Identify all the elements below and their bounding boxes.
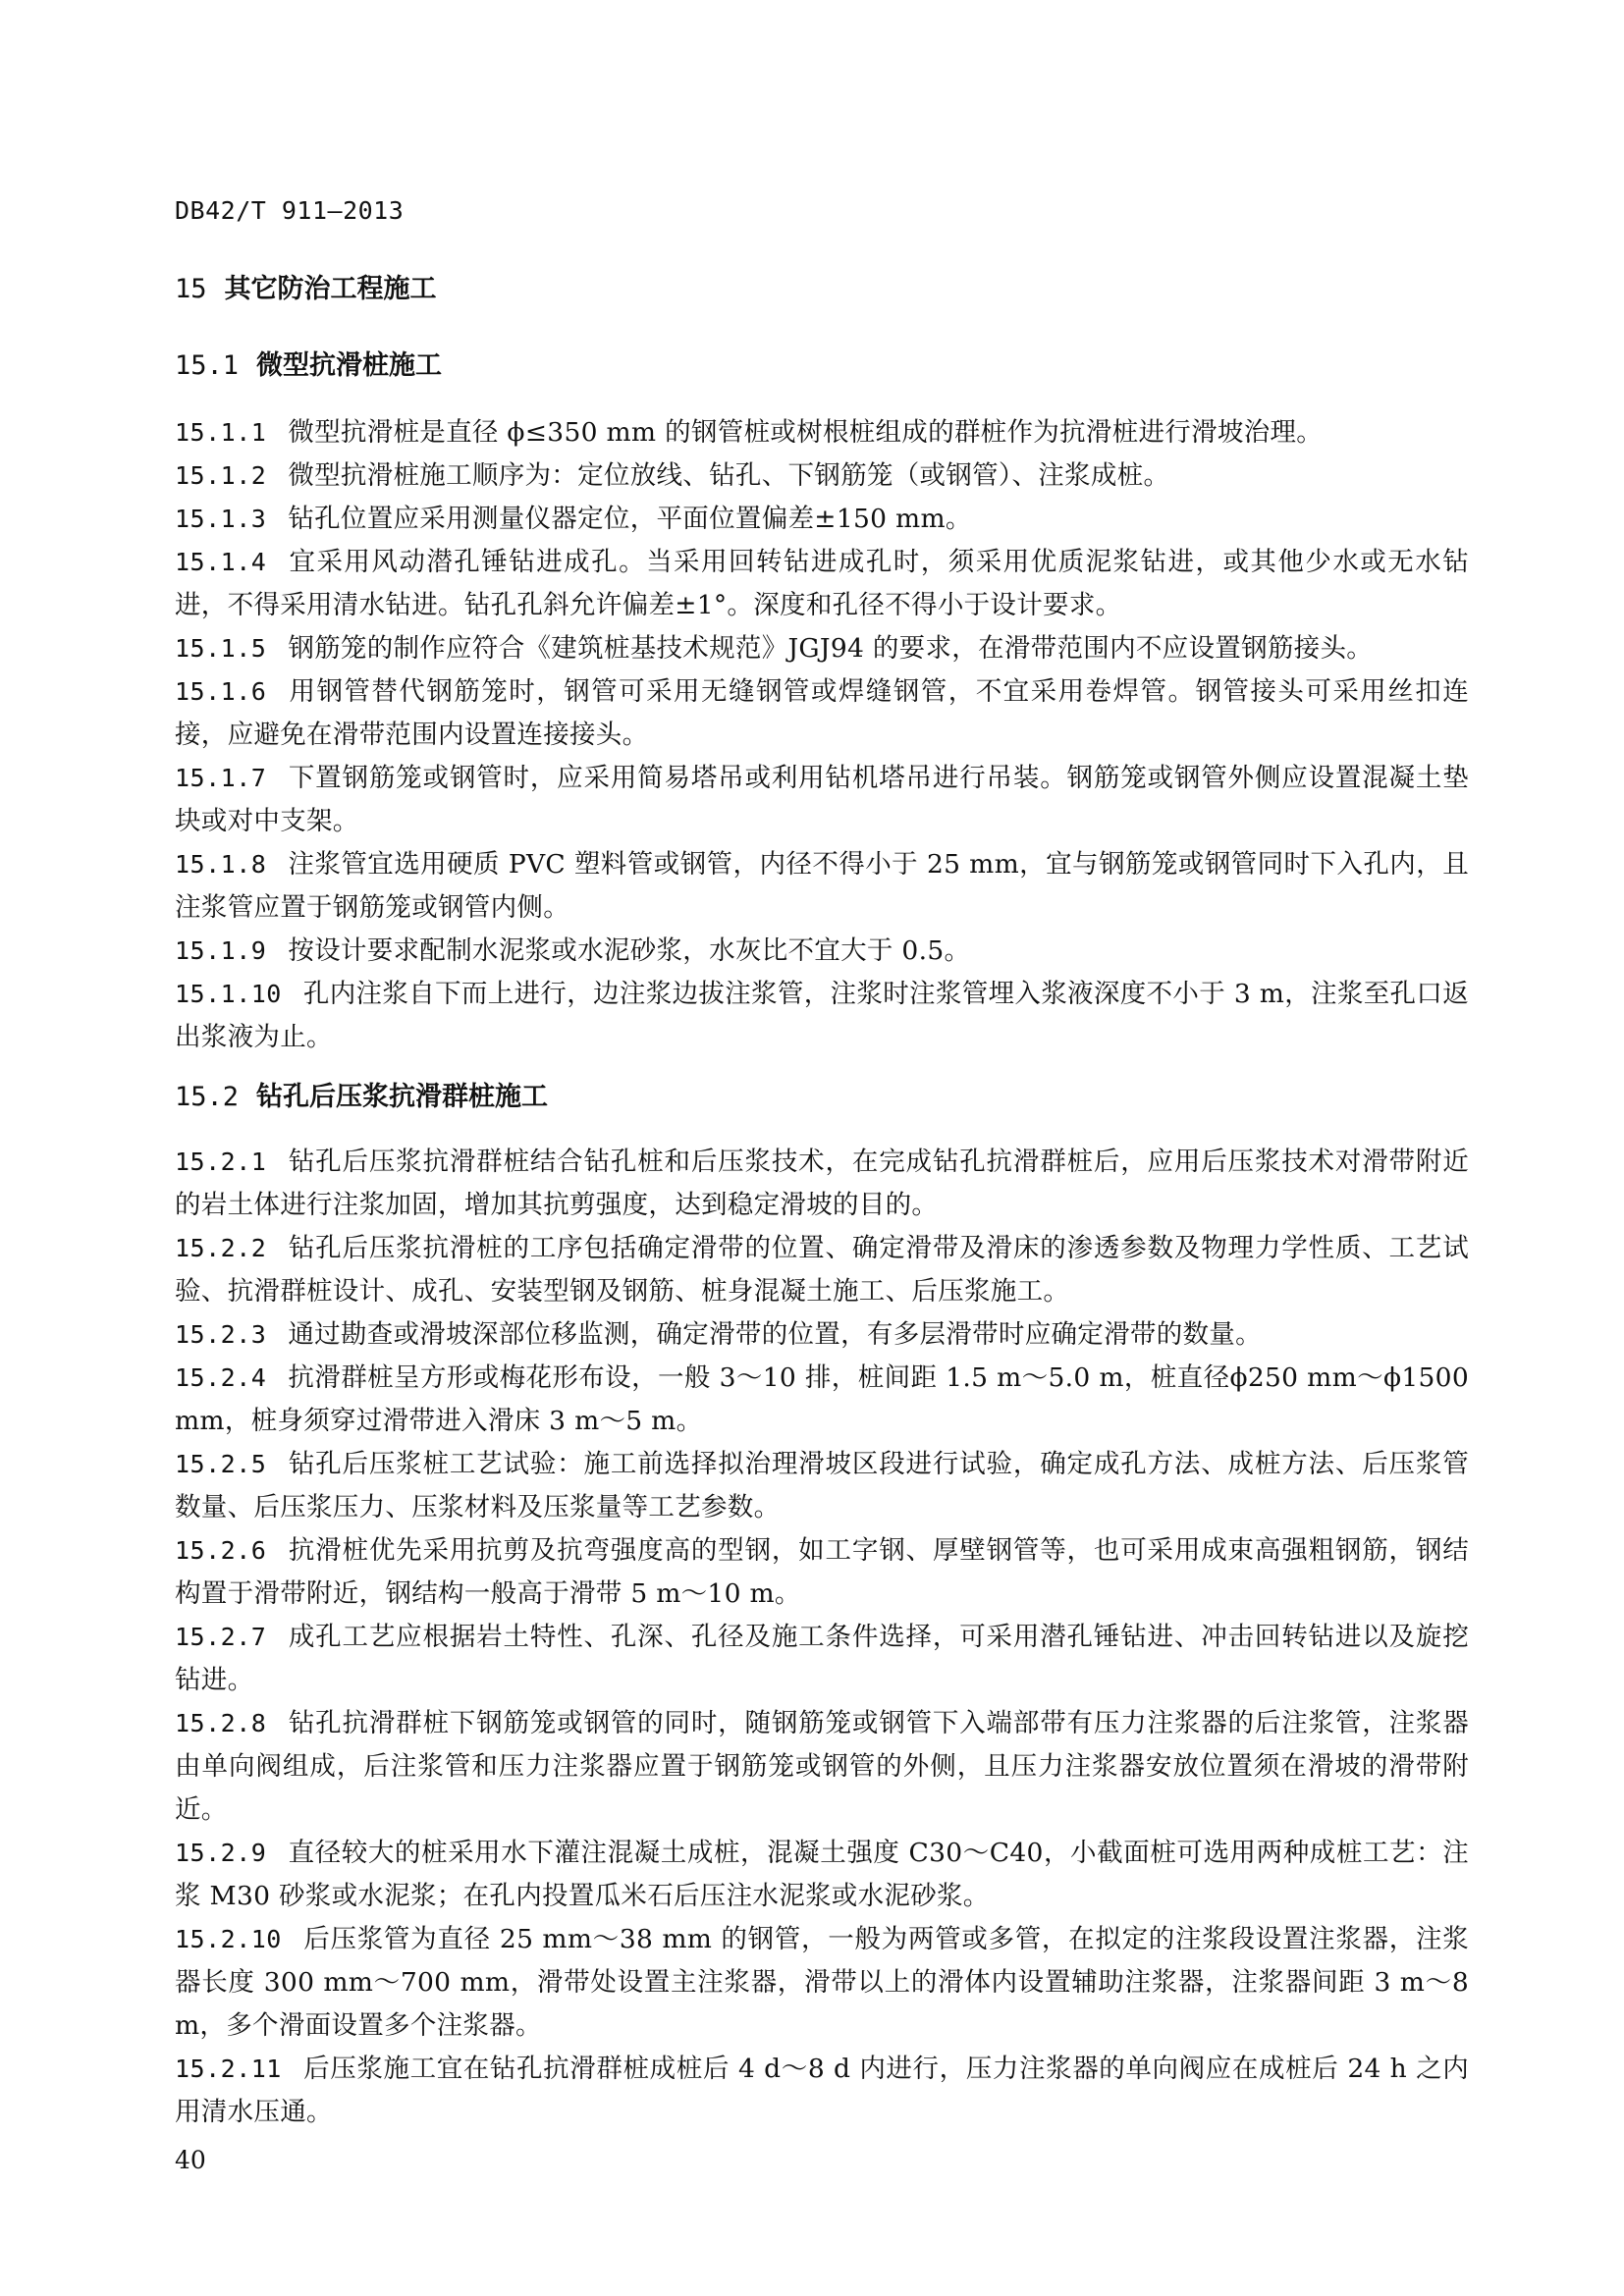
clause-text: 通过勘查或滑坡深部位移监测，确定滑带的位置，有多层滑带时应确定滑带的数量。 [288,1319,1262,1350]
clause-text: 钻孔后压浆桩工艺试验：施工前选择拟治理滑坡区段进行试验，确定成孔方法、成桩方法、后压浆管数量、后压浆压力、压浆材料及压浆量等工艺参数。 [175,1449,1469,1522]
clause [175,1443,1469,1529]
section-title: 钻孔后压浆抗滑群桩施工 [256,1082,549,1112]
clause-number: 15.2.2 [175,1234,267,1262]
clause-text: 注浆管宜选用硬质 PVC 塑料管或钢管，内径不得小于 25 mm，宜与钢筋笼或钢管同时下入孔内，且注浆管应置于钢筋笼或钢管内侧。 [175,849,1469,923]
clause [175,973,1469,1059]
clause [175,627,1469,670]
clause [175,670,1469,757]
clause-number: 15.1.5 [175,634,267,663]
clause [175,411,1469,454]
clause-number: 15.2.1 [175,1148,267,1176]
clause-text: 钢筋笼的制作应符合《建筑桩基技术规范》JGJ94 的要求，在滑带范围内不应设置钢筋接头。 [288,633,1374,664]
clause-text: 钻孔后压浆抗滑桩的工序包括确定滑带的位置、确定滑带及滑床的渗透参数及物理力学性质、工艺试验、抗滑群桩设计、成孔、安装型钢及钢筋、桩身混凝土施工、后压浆施工。 [175,1233,1469,1307]
clause-text: 直径较大的桩采用水下灌注混凝土成桩，混凝土强度 C30～C40，小截面桩可选用两种成桩工艺：注浆 M30 砂浆或水泥浆；在孔内投置瓜米石后压注水泥浆或水泥砂浆。 [175,1838,1469,1911]
clause-number: 15.2.6 [175,1536,267,1565]
clause [175,1702,1469,1832]
clause [175,1227,1469,1313]
clause-number: 15.2.11 [175,2055,282,2083]
section-number: 15.2 [175,1082,240,1112]
clause-number: 15.1.4 [175,548,267,576]
clause-text: 下置钢筋笼或钢管时，应采用简易塔吊或利用钻机塔吊进行吊装。钢筋笼或钢管外侧应设置混凝土垫块或对中支架。 [175,763,1469,836]
clause-number: 15.2.10 [175,1925,282,1953]
clause-number: 15.1.7 [175,764,267,792]
chapter-number: 15 [175,274,207,304]
clause-text: 钻孔位置应采用测量仪器定位，平面位置偏差±150 mm。 [288,504,972,534]
clause-text: 微型抗滑桩是直径 ϕ≤350 mm 的钢管桩或树根桩组成的群桩作为抗滑桩进行滑坡治理。 [288,417,1324,448]
clause-text: 抗滑桩优先采用抗剪及抗弯强度高的型钢，如工字钢、厚壁钢管等，也可采用成束高强粗钢筋，钢结构置于滑带附近，钢结构一般高于滑带 5 m～10 m。 [175,1535,1469,1609]
clause-number: 15.2.7 [175,1623,267,1651]
clause [175,1313,1469,1357]
clause-number: 15.2.8 [175,1709,267,1737]
clause-number: 15.1.9 [175,936,267,965]
clause-number: 15.2.9 [175,1839,267,1867]
clause [175,1616,1469,1702]
clause [175,930,1469,973]
section-body [175,411,1469,1059]
chapter-heading [175,267,437,305]
clause-number: 15.1.6 [175,677,267,706]
clause-number: 15.1.8 [175,850,267,879]
clause-text: 后压浆施工宜在钻孔抗滑群桩成桩后 4 d～8 d 内进行，压力注浆器的单向阀应在成桩后 24 h 之内用清水压通。 [175,2054,1469,2127]
clause [175,1141,1469,1227]
clause [175,454,1469,498]
section-title: 微型抗滑桩施工 [256,350,443,381]
clause-text: 孔内注浆自下而上进行，边注浆边拔注浆管，注浆时注浆管埋入浆液深度不小于 3 m，注浆至孔口返出浆液为止。 [175,979,1469,1052]
clause [175,541,1469,627]
section-body [175,1141,1469,2134]
section-number: 15.1 [175,350,240,381]
section-heading [175,344,442,382]
page-number: 40 [175,2146,206,2174]
clause [175,2048,1469,2134]
chapter-title: 其它防治工程施工 [224,274,437,304]
clause [175,498,1469,541]
clause-text: 宜采用风动潜孔锤钻进成孔。当采用回转钻进成孔时，须采用优质泥浆钻进，或其他少水或无水钻进，不得采用清水钻进。钻孔孔斜允许偏差±1°。深度和孔径不得小于设计要求。 [175,547,1469,620]
clause [175,1357,1469,1443]
clause-text: 后压浆管为直径 25 mm～38 mm 的钢管，一般为两管或多管，在拟定的注浆段设置注浆器，注浆器长度 300 mm～700 mm，滑带处设置主注浆器，滑带以上的滑体内设置辅助注浆器，注浆器间距 3 m～8 m，多个滑面设置多个注浆器。 [175,1924,1469,2041]
clause [175,1918,1469,2048]
clause-number: 15.1.10 [175,980,282,1008]
clause-number: 15.1.1 [175,418,267,447]
clause-number: 15.2.4 [175,1363,267,1392]
clause-text: 钻孔抗滑群桩下钢筋笼或钢管的同时，随钢筋笼或钢管下入端部带有压力注浆器的后注浆管，注浆器由单向阀组成，后注浆管和压力注浆器应置于钢筋笼或钢管的外侧，且压力注浆器安放位置须在滑坡的滑带附近。 [175,1708,1469,1825]
clause-text: 用钢管替代钢筋笼时，钢管可采用无缝钢管或焊缝钢管，不宜采用卷焊管。钢管接头可采用丝扣连接，应避免在滑带范围内设置连接接头。 [175,676,1469,750]
clause [175,843,1469,930]
section-heading [175,1075,548,1113]
clause [175,1529,1469,1616]
clause [175,757,1469,843]
clause-text: 成孔工艺应根据岩土特性、孔深、孔径及施工条件选择，可采用潜孔锤钻进、冲击回转钻进以及旋挖钻进。 [175,1622,1469,1695]
clause-number: 15.2.3 [175,1320,267,1349]
clause-number: 15.2.5 [175,1450,267,1478]
clause-text: 按设计要求配制水泥浆或水泥砂浆，水灰比不宜大于 0.5。 [288,935,971,966]
clause-number: 15.1.2 [175,461,267,490]
clause-text: 抗滑群桩呈方形或梅花形布设，一般 3～10 排，桩间距 1.5 m～5.0 m，桩直径ϕ250 mm～ϕ1500 mm，桩身须穿过滑带进入滑床 3 m～5 m。 [175,1362,1469,1436]
clause [175,1832,1469,1918]
standard-code: DB42/T 911—2013 [175,196,405,225]
clause-number: 15.1.3 [175,505,267,533]
clause-text: 微型抗滑桩施工顺序为：定位放线、钻孔、下钢筋笼（或钢管）、注浆成桩。 [288,460,1170,491]
clause-text: 钻孔后压浆抗滑群桩结合钻孔桩和后压浆技术，在完成钻孔抗滑群桩后，应用后压浆技术对滑带附近的岩土体进行注浆加固，增加其抗剪强度，达到稳定滑坡的目的。 [175,1147,1469,1220]
